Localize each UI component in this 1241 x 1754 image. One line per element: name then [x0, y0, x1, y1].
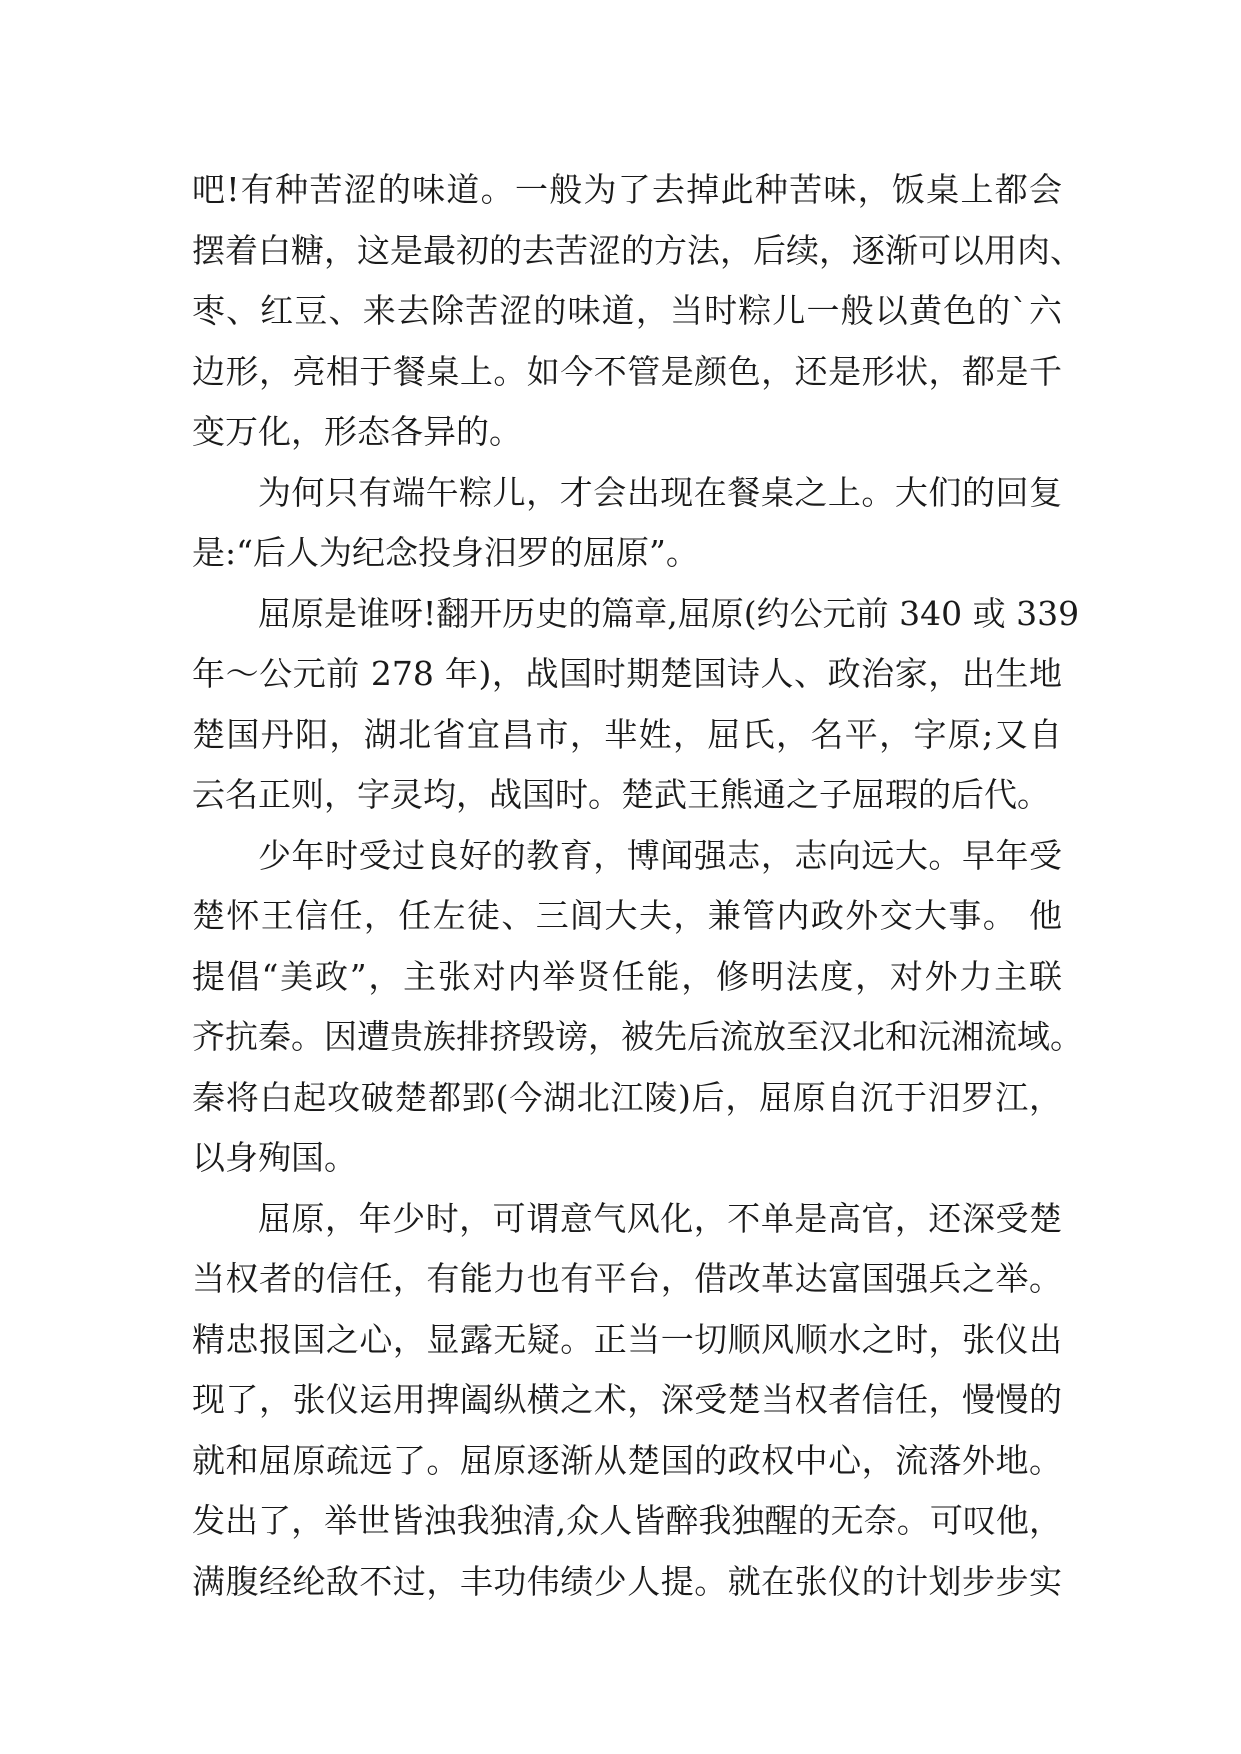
text-line: 变万化，形态各异的。: [192, 412, 522, 451]
text-line: 秦将白起攻破楚都郢(今湖北江陵)后，屈原自沉于汨罗江，: [192, 1077, 1062, 1117]
paragraph: [192, 584, 1080, 826]
text-line: 楚国丹阳，湖北省宜昌市，芈姓，屈氏，名平，字原;又自: [192, 714, 1062, 754]
paragraph: [192, 463, 1062, 584]
text-line: 发出了，举世皆浊我独清,众人皆醉我独醒的无奈。可叹他，: [192, 1501, 1062, 1540]
text-line: 就和屈原疏远了。屈原逐渐从楚国的政权中心，流落外地。: [192, 1440, 1062, 1480]
text-line: 以身殉国。: [192, 1138, 357, 1177]
body-text: [192, 160, 1083, 1612]
text-line: 为何只有端午粽儿，才会出现在餐桌之上。大们的回复: [258, 472, 1062, 512]
text-line: 当权者的信任，有能力也有平台，借改革达富国强兵之举。: [192, 1259, 1062, 1298]
text-line: 楚怀王信任，任左徒、三闾大夫，兼管内政外交大事。 他: [192, 896, 1062, 935]
paragraph: [192, 826, 1083, 1189]
text-line: 吧!有种苦涩的味道。一般为了去掉此种苦味，饭桌上都会: [192, 170, 1062, 209]
text-line: 现了，张仪运用捭阖纵横之术，深受楚当权者信任，慢慢的: [192, 1380, 1062, 1419]
text-line: 精忠报国之心，显露无疑。正当一切顺风顺水之时，张仪出: [192, 1319, 1062, 1359]
text-line: 边形，亮相于餐桌上。如今不管是颜色，还是形状，都是千: [192, 351, 1062, 391]
paragraph: [192, 1189, 1062, 1613]
text-line: 提倡“美政”，主张对内举贤任能，修明法度，对外力主联: [192, 956, 1062, 996]
text-line: 满腹经纶敌不过，丰功伟绩少人提。就在张仪的计划步步实: [192, 1561, 1062, 1601]
text-line: 齐抗秦。因遭贵族排挤毁谤，被先后流放至汉北和沅湘流域。: [192, 1017, 1083, 1056]
text-line: 枣、红豆、来去除苦涩的味道，当时粽儿一般以黄色的`六: [192, 291, 1062, 330]
text-line: 年～公元前 278 年)，战国时期楚国诗人、政治家，出生地: [192, 654, 1062, 693]
text-line: 屈原是谁呀!翻开历史的篇章,屈原(约公元前 340 或 339: [258, 593, 1080, 633]
text-line: 屈原，年少时，可谓意气风化，不单是高官，还深受楚: [258, 1198, 1062, 1238]
text-line: 云名正则，字灵均，战国时。楚武王熊通之子屈瑕的后代。: [192, 775, 1050, 814]
text-line: 是:“后人为纪念投身汨罗的屈原”。: [192, 533, 699, 572]
text-line: 摆着白糖，这是最初的去苦涩的方法，后续，逐渐可以用肉、: [192, 230, 1083, 270]
text-line: 少年时受过良好的教育，博闻强志，志向远大。早年受: [258, 835, 1062, 875]
paragraph: [192, 160, 1083, 463]
